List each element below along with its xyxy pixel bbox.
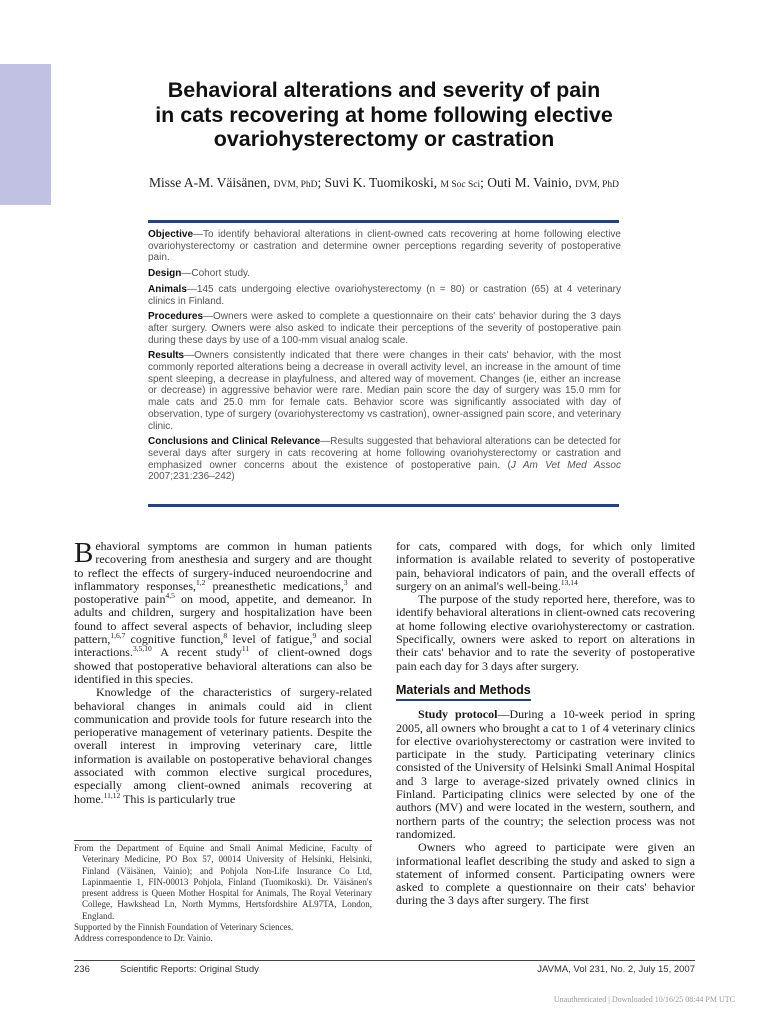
author-name: Outi M. Vainio, [487, 175, 572, 190]
abstract-label: Results [148, 350, 185, 362]
body-paragraph [74, 537, 372, 686]
abstract-procedures [148, 311, 621, 346]
footnote-line: Address correspondence to Dr. Vainio. [74, 933, 213, 944]
body-paragraph [74, 686, 372, 806]
abstract-bottom-rule [148, 504, 619, 507]
citation-superscript: 4,5 [165, 591, 175, 601]
section-label: Scientific Reports: Original Study [120, 964, 259, 975]
text-run: for cats, compared with dogs, for which only limited information is available related to severity of postoperative pain, behavioral indicators of pain, and the overall effects of surgery on an animal's well-being. [396, 539, 695, 593]
text-run: Knowledge of the characteristics of surgery-related behavioral changes in animals could aid in client communication and provide tools for future research into the perioperative management of veterinary patients. Despite the overall interest in improving veterinary care, little information is available on postoperative behavioral changes associated with common elective surgical procedures, especially among client-owned animals recovering at home. [74, 685, 372, 806]
body-column-right [396, 540, 695, 908]
subsection-runin: Study protocol [418, 707, 498, 722]
footer-rule [74, 960, 695, 961]
abstract-text: —145 cats undergoing elective ovariohysterectomy (n = 80) or castration (65) at 4 veterinary clinics in Finland. [148, 283, 621, 307]
page-number: 236 [74, 964, 90, 975]
paragraph-runs [396, 539, 695, 593]
abstract-label: Conclusions and Clinical Relevance [148, 436, 321, 448]
abstract-top-rule [148, 220, 619, 223]
citation-details: 2007;231:236–242) [148, 471, 235, 483]
abstract-text: —To identify behavioral alterations in client-owned cats recovering at home following elective ovariohysterectomy or castration and determine owner perceptions regarding severity of postoperative pain. [148, 229, 621, 264]
author-credentials: M Soc Sci [440, 180, 481, 190]
citation-superscript: 1,2 [196, 577, 206, 587]
author-separator: ; [480, 175, 484, 190]
footnote-line: From the Department of Equine and Small Animal Medicine, Faculty of Veterinary Medicine, PO Box 57, 00014 University of Helsinki, Helsinki, Finland (Väisänen, Vainio); and Pohjola Non-Life Insurance Co Ltd, Lapinmaentie 1, FIN-00013 Pohjola, Finland (Tuomikoski). Dr. Väisänen's present address is Queen Mother Hospital for Animals, The Royal Veterinary College, Hawkshead Ln, North Mymms, Hertsfordshire AL97TA, London, England. [74, 843, 372, 921]
body-column-left [74, 537, 372, 806]
abstract-text: —Owners were asked to complete a questionnaire on their cats' behavior during the 3 days after surgery. Owners were also asked to indicate their perceptions of the severity of postoperative pain during these days by use of a 100-mm visual analog scale. [148, 311, 621, 346]
abstract-results [148, 350, 621, 432]
title-line: ovariohysterectomy or castration [213, 127, 555, 151]
text-run: and postoperative pain [74, 578, 372, 607]
citation-superscript: 3 [343, 577, 348, 587]
body-paragraph: The purpose of the study reported here, therefore, was to identify behavioral alterations in client-owned cats recovering at home following elective ovariohysterectomy or castration. Specifically, owners were asked to report on alterations in their cats' behavior and to rate the severity of postoperative pain each day for 3 days after surgery. [396, 592, 695, 673]
citation-superscript: 3,5,10 [132, 644, 152, 654]
text-run: ehavioral symptoms are common in human patients recovering from anesthesia and surgery and are thought to reflect the effects of surgery-induced neuroendocrine and inflammatory responses, [74, 539, 372, 593]
citation-superscript: 11,12 [103, 790, 121, 800]
footnote-line: Supported by the Finnish Foundation of Veterinary Sciences. [74, 922, 294, 933]
author-credentials: DVM, PhD [575, 180, 619, 190]
abstract-label: Animals [148, 283, 187, 295]
author-credentials: DVM, PhD [273, 180, 318, 190]
citation-superscript: 11 [241, 644, 250, 654]
text-run: level of fatigue, [227, 632, 313, 647]
abstract-label: Design [148, 268, 182, 280]
abstract-text: —Cohort study. [181, 268, 251, 280]
author-separator: ; [317, 175, 322, 190]
abstract-conclusions [148, 436, 621, 483]
text-run: preanesthetic medications, [205, 578, 344, 593]
download-stamp: Unauthenticated | Downloaded 10/16/25 08:44 PM UTC [553, 995, 735, 1004]
title-line: Behavioral alterations and severity of pain [167, 78, 601, 102]
journal-citation: JAVMA, Vol 231, No. 2, July 15, 2007 [537, 964, 695, 975]
author-name: Suvi K. Tuomikoski, [324, 175, 438, 190]
text-run: This is particularly true [120, 791, 236, 806]
structured-abstract [148, 229, 621, 487]
citation-superscript: 1,6,7 [110, 631, 126, 641]
paragraph-text: —During a 10-week period in spring 2005, all owners who brought a cat to 1 of 4 veterinary clinics for elective ovariohysterectomy or castration were invited to participate in the study. Participating veterinary clinics consisted of the University of Helsinki Small Animal Hospital and 3 large to average-sized privately owned clinics in Finland. Participating clinics were selected by one of the authors (MV) and were located in the western, southern, and northern parts of the country; the selection process was not randomized. [396, 707, 695, 841]
author-list [40, 175, 728, 191]
title-line: in cats recovering at home following elective [155, 102, 613, 127]
drop-cap: B [74, 537, 94, 569]
body-paragraph [396, 708, 695, 841]
citation-superscript: 8 [223, 631, 228, 641]
text-run: on mood, appetite, and demeanor. In adults and children, surgery and hospitalization have been found to affect several aspects of behavior, including sleep pattern, [74, 592, 372, 647]
abstract-text: —Results suggested that behavioral alterations can be detected for several days after surgery in cats recovering at home following ovariohysterectomy or castration and emphasized owner concerns about the existence of postoperative pain. ( [148, 436, 621, 471]
text-run: and social interactions. [74, 632, 372, 660]
affiliation-footnote [74, 840, 372, 945]
paragraph-runs [74, 685, 372, 805]
abstract-text: —Owners consistently indicated that there were changes in their cats' behavior, with the most commonly reported alterations being a decrease in overall activity level, an increase in the amount of time spent sleeping, a decrease in playfulness, and altered way of movement. Changes (ie, either an increase or decrease) in aggressive behavior were rare. Median pain score the day of surgery was 15.0 mm for male cats and 25.0 mm for female cats. Behavior score was significantly associated with day of observation, type of surgery (ovariohysterectomy vs castration), owner-assigned pain score, and veterinary clinic. [148, 350, 621, 432]
abstract-design [148, 268, 621, 280]
citation-superscript: 9 [312, 631, 317, 641]
text-run: A recent study [151, 645, 242, 660]
abstract-label: Procedures [148, 311, 204, 323]
text-run: of client-owned dogs showed that postoperative behavioral alterations can also be identified in this species. [74, 645, 372, 686]
paragraph-runs [74, 539, 372, 686]
section-heading: Materials and Methods [396, 684, 531, 701]
citation-superscript: 13,14 [560, 577, 578, 587]
citation-journal: J Am Vet Med Assoc [510, 459, 621, 471]
abstract-label: Objective [148, 229, 194, 240]
abstract-objective [148, 229, 621, 264]
abstract-animals [148, 284, 621, 307]
text-run: cognitive function, [125, 632, 224, 647]
article-title [60, 78, 708, 152]
body-paragraph [396, 540, 695, 593]
body-paragraph: Owners who agreed to participate were given an informational leaflet describing the study and asked to sign a statement of informed consent. Participating owners were asked to complete a questionnaire on their cats' behavior during the 3 days after surgery. The first [396, 840, 695, 908]
author-name: Misse A-M. Väisänen, [149, 175, 271, 190]
